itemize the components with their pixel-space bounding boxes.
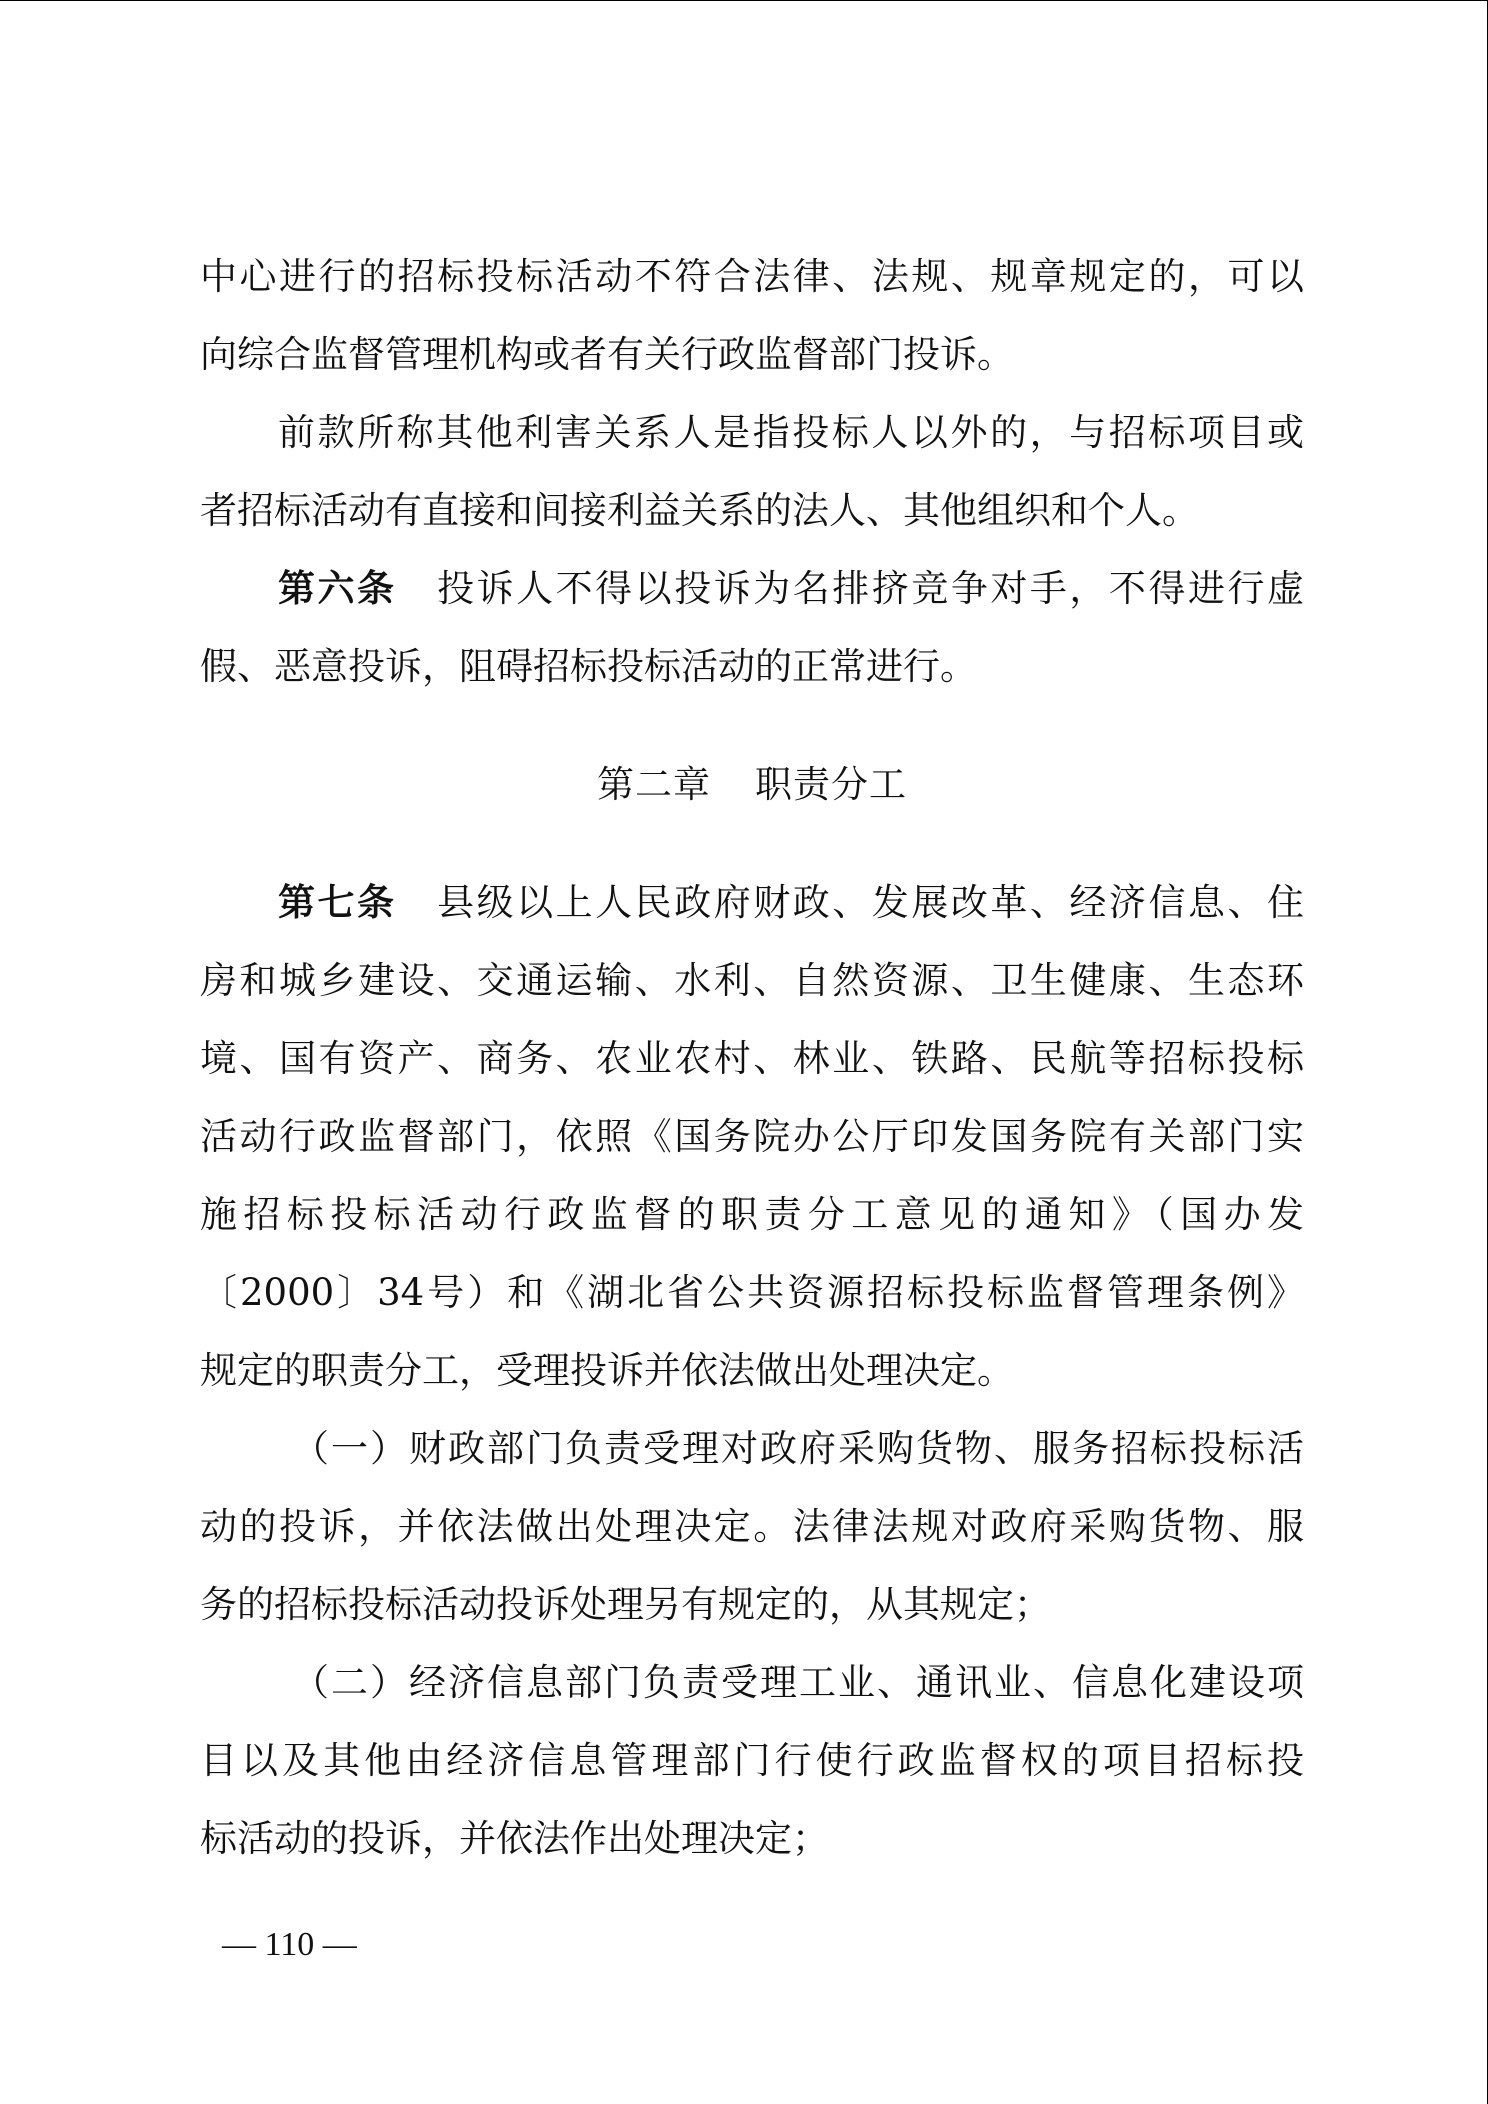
text-line: 假、恶意投诉，阻碍招标投标活动的正常进行。 bbox=[200, 645, 977, 688]
list-item-1: （一）财政部门负责受理对政府采购货物、服务招标投标活 bbox=[292, 1427, 1304, 1470]
article-6-label: 第六条 bbox=[278, 567, 397, 610]
text-line: 境、国有资产、商务、农业农村、林业、铁路、民航等招标投标 bbox=[200, 1037, 1304, 1080]
page-border-top bbox=[0, 0, 1488, 1]
text-line: 中心进行的招标投标活动不符合法律、法规、规章规定的，可以 bbox=[200, 255, 1304, 298]
article-7-label: 第七条 bbox=[278, 881, 397, 924]
chapter-heading bbox=[200, 746, 1304, 824]
document-body bbox=[200, 238, 1304, 1878]
text-line: 务的招标投标活动投诉处理另有规定的，从其规定； bbox=[200, 1583, 1051, 1626]
text-line: 动的投诉，并依法做出处理决定。法律法规对政府采购货物、服 bbox=[200, 1505, 1304, 1548]
text-line: 目以及其他由经济信息管理部门行使行政监督权的项目招标投 bbox=[200, 1739, 1304, 1782]
text-line: 〔2000〕34号）和《湖北省公共资源招标投标监督管理条例》 bbox=[200, 1271, 1304, 1314]
text-line: 者招标活动有直接和间接利益关系的法人、其他组织和个人。 bbox=[200, 489, 1199, 532]
chapter-number: 第二章 bbox=[597, 763, 711, 806]
article-6-first-line bbox=[200, 550, 1304, 628]
chapter-title: 职责分工 bbox=[755, 763, 907, 806]
text-line: 施招标投标活动行政监督的职责分工意见的通知》（国办发 bbox=[200, 1193, 1304, 1236]
text-line: 房和城乡建设、交通运输、水利、自然资源、卫生健康、生态环 bbox=[200, 959, 1304, 1002]
text-line: 标活动的投诉，并依法作出处理决定； bbox=[200, 1817, 829, 1860]
article-7-first-line bbox=[200, 864, 1304, 942]
list-item-2: （二）经济信息部门负责受理工业、通讯业、信息化建设项 bbox=[292, 1661, 1304, 1704]
text-line: 前款所称其他利害关系人是指投标人以外的，与招标项目或 bbox=[278, 411, 1304, 454]
text-line: 规定的职责分工，受理投诉并依法做出处理决定。 bbox=[200, 1349, 1014, 1392]
page-number: — 110 — bbox=[222, 1926, 357, 1963]
article-7-text: 县级以上人民政府财政、发展改革、经济信息、住 bbox=[434, 881, 1304, 924]
article-6-text: 投诉人不得以投诉为名排挤竞争对手，不得进行虚 bbox=[434, 567, 1304, 610]
text-line: 向综合监督管理机构或者有关行政监督部门投诉。 bbox=[200, 333, 1014, 376]
text-line: 活动行政监督部门，依照《国务院办公厅印发国务院有关部门实 bbox=[200, 1115, 1304, 1158]
